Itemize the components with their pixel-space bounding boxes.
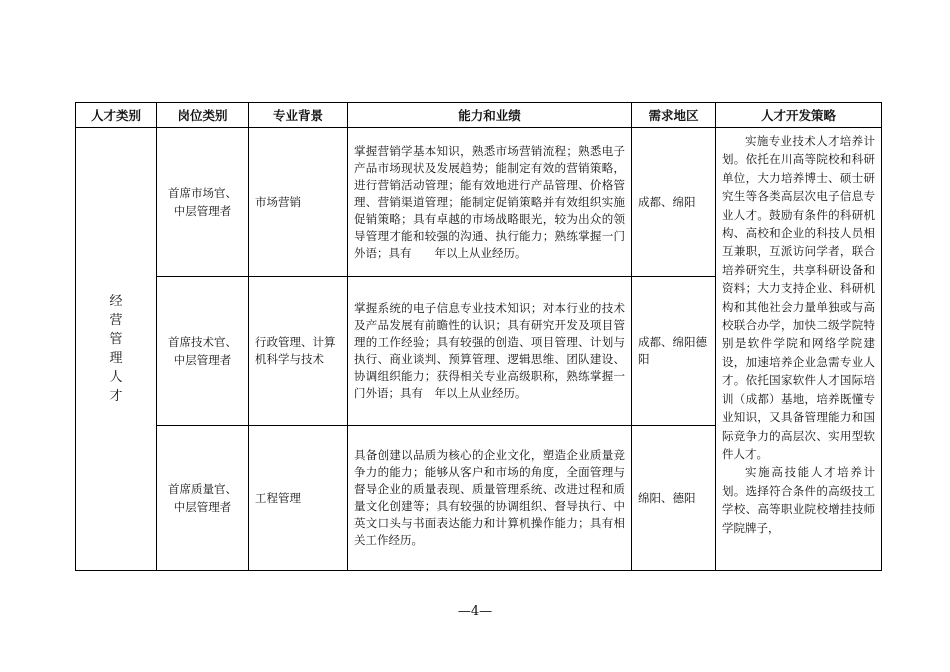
strategy-cell bbox=[716, 128, 882, 571]
background-cell: 工程管理 bbox=[249, 426, 348, 571]
header-ability: 能力和业绩 bbox=[348, 103, 632, 128]
talent-table bbox=[75, 102, 882, 571]
region-cell: 成都、绵阳德阳 bbox=[632, 277, 716, 426]
region-cell: 成都、绵阳 bbox=[632, 128, 716, 277]
background-cell: 行政管理、计算机科学与技术 bbox=[249, 277, 348, 426]
region-cell: 绵阳、德阳 bbox=[632, 426, 716, 571]
table-row bbox=[76, 128, 882, 277]
strategy-paragraph-1: 实施专业技术人才培养计划。依托在川高等院校和科研单位，大力培养博士、硕士研究生等各类高层次电子信息专业人才。鼓励有条件的科研机构、高校和企业的科技人员相互兼职，互派访问学者，联合培养研究生，共享科研设备和资料；大力支持企业、科研机构和其他社会力量单独或与高校联合办学，加快二级学院特别是软件学院和网络学院建设，加速培养企业急需专业人才。依托国家软件人才国际培训（成都）基地，培养既懂专业知识，又具备管理能力和国际竞争力的高层次、实用型软件人才。 bbox=[722, 134, 875, 461]
ability-cell: 掌握系统的电子信息专业技术知识；对本行业的技术及产品发展有前瞻性的认识；具有研究开发及项目管理的工作经验；具有较强的创造、项目管理、计划与执行、商业谈判、预算管理、逻辑思维、团队建设、协调组织能力；获得相关专业高级职称，熟练掌握一门外语；具有 年以上从业经历。 bbox=[348, 277, 632, 426]
header-position: 岗位类别 bbox=[157, 103, 249, 128]
header-strategy: 人才开发策略 bbox=[716, 103, 882, 128]
strategy-paragraph-2: 实施高技能人才培养计划。选择符合条件的高级技工学校、高等职业院校增挂技师学院牌子， bbox=[722, 465, 875, 535]
ability-cell: 掌握营销学基本知识，熟悉市场营销流程；熟悉电子产品市场现状及发展趋势；能制定有效的营销策略，进行营销活动管理；能有效地进行产品管理、价格管理、营销渠道管理；能制定促销策略并有效组织实施促销策略；具有卓越的市场战略眼光，较为出众的领导管理才能和较强的沟通、执行能力；熟练掌握一门外语；具有 年以上从业经历。 bbox=[348, 128, 632, 277]
header-row bbox=[76, 103, 882, 128]
background-cell: 市场营销 bbox=[249, 128, 348, 277]
header-region: 需求地区 bbox=[632, 103, 716, 128]
category-label: 经营管理人才 bbox=[109, 294, 123, 404]
ability-cell: 具备创建以品质为核心的企业文化，塑造企业质量竞争力的能力；能够从客户和市场的角度，全面管理与督导企业的质量表现、质量管理系统、改进过程和质量文化创建等；具有较强的协调组织、督导执行、中英文口头与书面表达能力和计算机操作能力；具有相关工作经历。 bbox=[348, 426, 632, 571]
position-cell: 首席质量官、中层管理者 bbox=[157, 426, 249, 571]
category-cell bbox=[76, 128, 157, 571]
header-category: 人才类别 bbox=[76, 103, 157, 128]
page-number: —4— bbox=[457, 604, 493, 619]
header-background: 专业背景 bbox=[249, 103, 348, 128]
position-cell: 首席技术官、中层管理者 bbox=[157, 277, 249, 426]
position-cell: 首席市场官、中层管理者 bbox=[157, 128, 249, 277]
